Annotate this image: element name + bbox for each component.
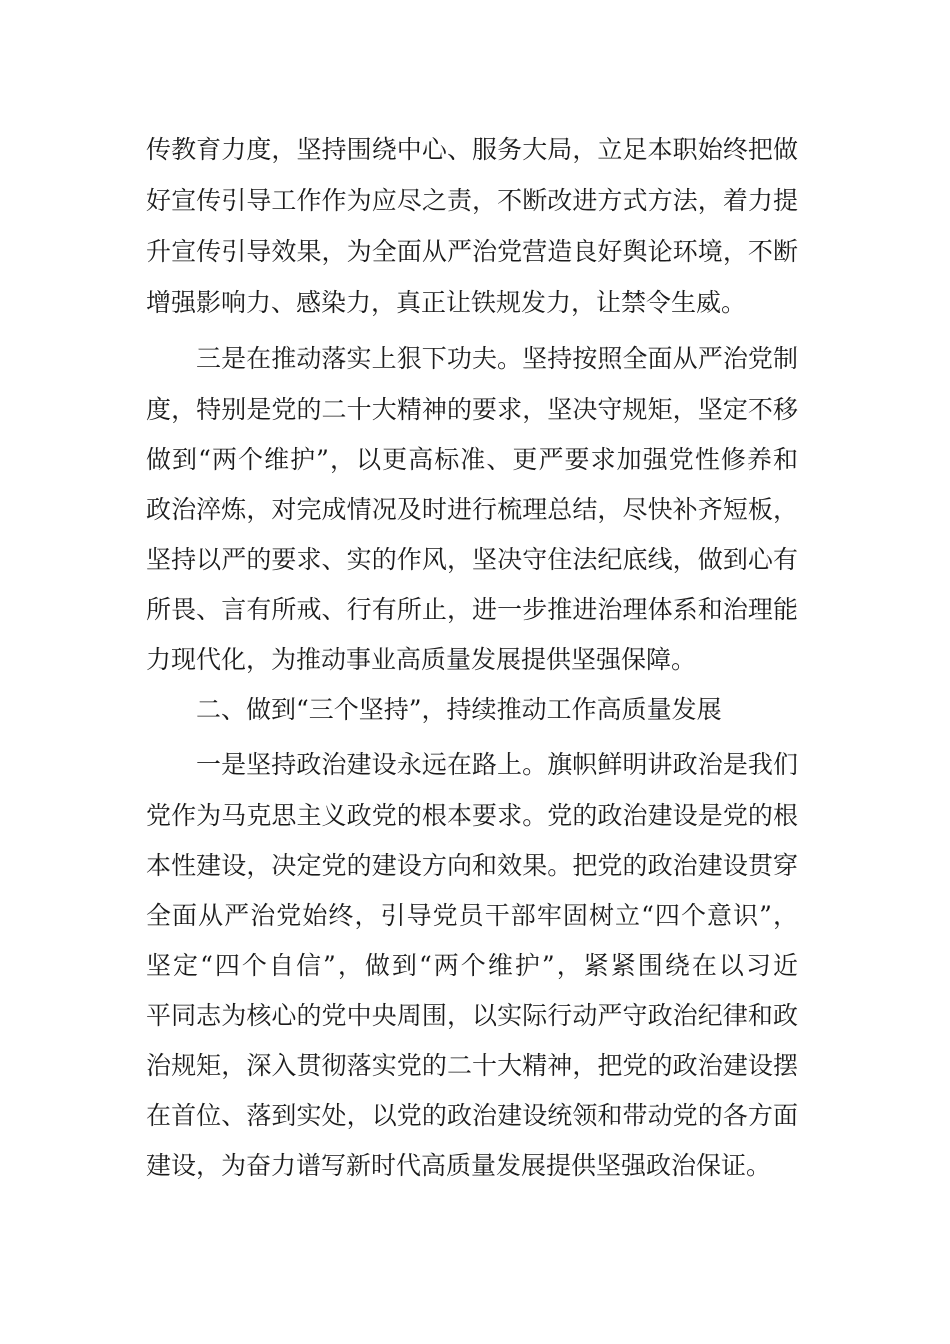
text-line: 建设，为奋力谱写新时代高质量发展提供坚强政治保证。 xyxy=(146,1151,772,1180)
text-line: 在首位、落到实处，以党的政治建设统领和带动党的各方面 xyxy=(146,1101,798,1130)
text-line: 力现代化，为推动事业高质量发展提供坚强保障。 xyxy=(146,645,697,674)
text-line: 坚定“四个自信”，做到“两个维护”，紧紧围绕在以习近 xyxy=(146,951,798,980)
text-line: 坚持以严的要求、实的作风，坚决守住法纪底线，做到心有 xyxy=(146,545,798,574)
text-line: 增强影响力、感染力，真正让铁规发力，让禁令生威。 xyxy=(146,288,747,317)
text-line: 党作为马克思主义政党的根本要求。党的政治建设是党的根 xyxy=(146,801,798,830)
paragraph-start-line: 一是坚持政治建设永远在路上。旗帜鲜明讲政治是我们 xyxy=(196,750,798,779)
text-line: 本性建设，决定党的建设方向和效果。把党的政治建设贯穿 xyxy=(146,851,798,880)
text-line: 政治淬炼，对完成情况及时进行梳理总结，尽快补齐短板， xyxy=(146,495,798,524)
text-line: 全面从严治党始终，引导党员干部牢固树立“四个意识”， xyxy=(146,901,798,930)
text-line: 传教育力度，坚持围绕中心、服务大局，立足本职始终把做 xyxy=(146,135,798,164)
text-line: 所畏、言有所戒、行有所止，进一步推进治理体系和治理能 xyxy=(146,595,798,624)
text-line: 好宣传引导工作作为应尽之责，不断改进方式方法，着力提 xyxy=(146,186,798,215)
section-heading: 二、做到“三个坚持”，持续推动工作高质量发展 xyxy=(196,695,722,724)
text-line: 做到“两个维护”，以更高标准、更严要求加强党性修养和 xyxy=(146,445,798,474)
paragraph-start-line: 三是在推动落实上狠下功夫。坚持按照全面从严治党制 xyxy=(196,344,798,373)
text-line: 升宣传引导效果，为全面从严治党营造良好舆论环境，不断 xyxy=(146,237,798,266)
text-line: 平同志为核心的党中央周围，以实际行动严守政治纪律和政 xyxy=(146,1001,798,1030)
text-line: 治规矩，深入贯彻落实党的二十大精神，把党的政治建设摆 xyxy=(146,1051,798,1080)
text-line: 度，特别是党的二十大精神的要求，坚决守规矩，坚定不移 xyxy=(146,395,798,424)
